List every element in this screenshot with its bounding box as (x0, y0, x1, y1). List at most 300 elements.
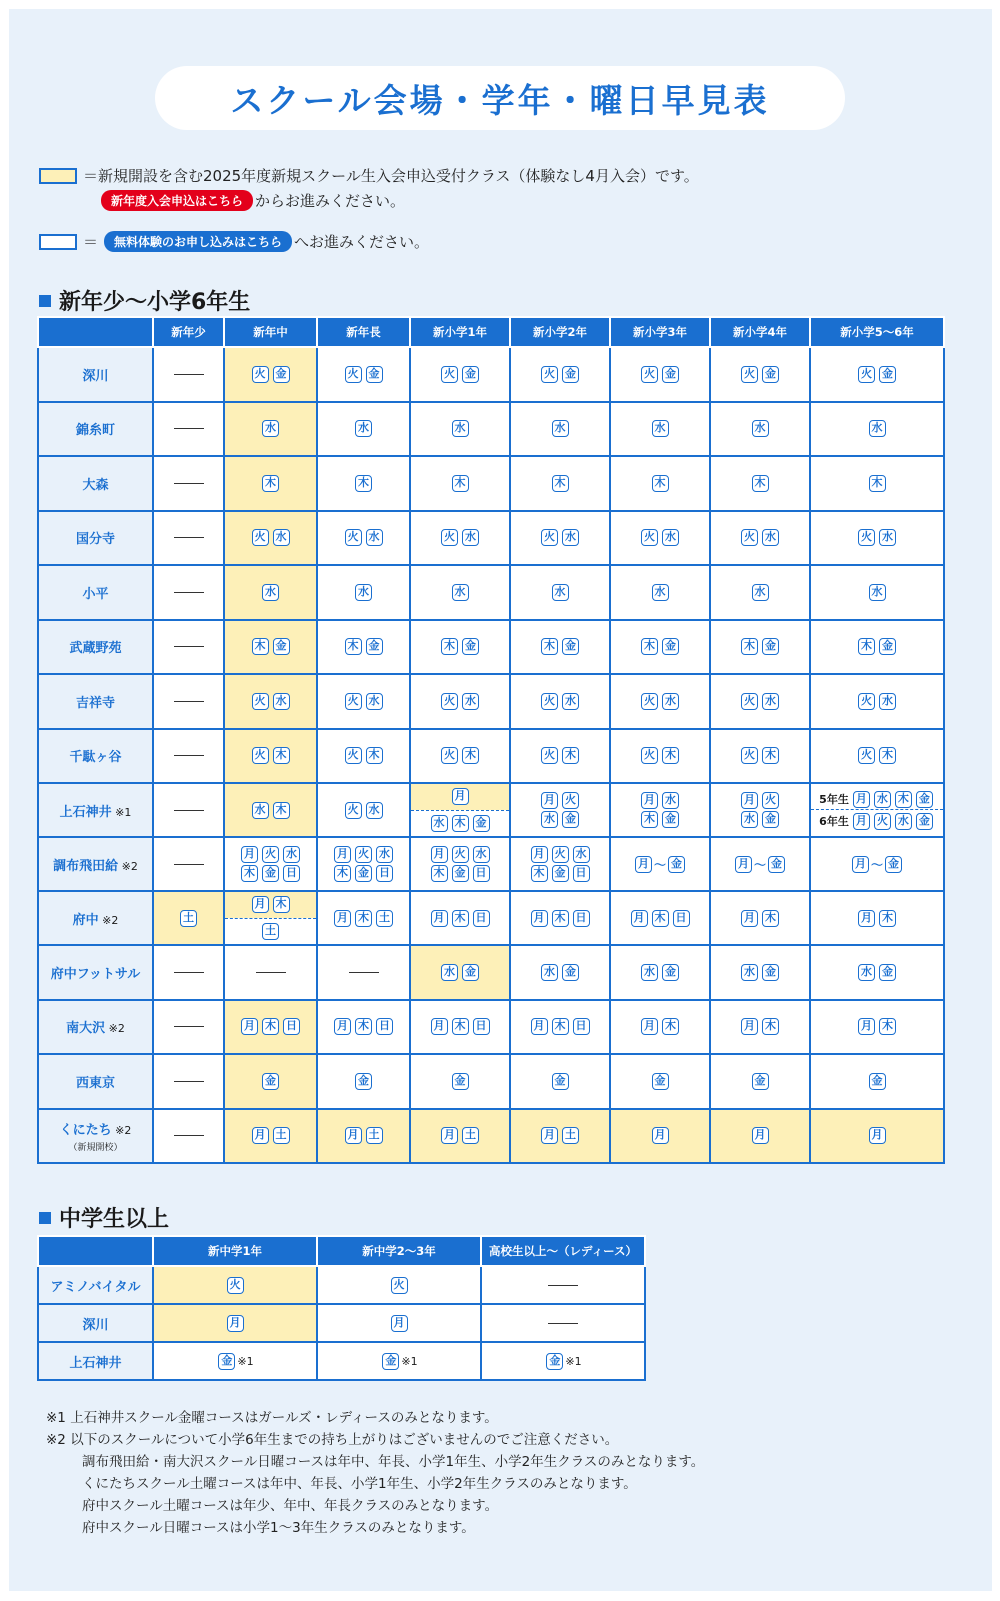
weekday-badge: 火 (858, 747, 875, 764)
weekday-badge: 木 (741, 638, 758, 655)
grade-label: 6年生 (819, 815, 849, 828)
weekday-group (318, 528, 409, 547)
weekday-badge: 土 (273, 1127, 290, 1144)
weekday-badge: 木 (762, 747, 779, 764)
legend-white-eq: ＝ (83, 233, 99, 251)
weekday-badge: 火 (874, 813, 891, 830)
weekday-badge: 土 (262, 923, 279, 940)
weekday-badge: 火 (858, 366, 875, 383)
weekday-badge: 月 (752, 1127, 769, 1144)
weekday-badge: 火 (552, 846, 569, 863)
weekday-group (318, 637, 409, 656)
weekday-group (318, 746, 409, 765)
footnote-marker: ※1 (401, 1354, 418, 1368)
schedule-cell (410, 1054, 510, 1109)
weekday-badge: 月 (641, 792, 658, 809)
weekday-badge: 水 (752, 420, 769, 437)
weekday-badge: 火 (252, 366, 269, 383)
weekday-badge: 木 (462, 747, 479, 764)
legend-yellow-after: からお進みください。 (255, 192, 406, 210)
weekday-group (225, 801, 316, 820)
schedule-cell (810, 945, 944, 1000)
weekday-badge: 金 (462, 638, 479, 655)
weekday-group (411, 419, 509, 438)
school-name-cell (38, 1054, 153, 1109)
weekday-badge: 火 (858, 529, 875, 546)
weekday-group (318, 419, 409, 438)
weekday-badge: 月 (241, 846, 258, 863)
schedule-cell (481, 1342, 645, 1380)
weekday-badge: 木 (552, 1018, 569, 1035)
weekday-badge: 火 (741, 366, 758, 383)
weekday-group (611, 637, 709, 656)
school-name: 武蔵野苑 (69, 641, 122, 657)
schedule-cell (317, 402, 410, 457)
weekday-badge: 金 (273, 638, 290, 655)
weekday-group (611, 692, 709, 711)
schedule-cell (410, 347, 510, 402)
school-name: 府中 (72, 912, 99, 928)
weekday-badge: 日 (573, 865, 590, 882)
weekday-group (811, 1017, 943, 1036)
not-available-dash (174, 755, 204, 756)
weekday-badge: 水 (376, 846, 393, 863)
school-name: 上石神井 (59, 804, 112, 820)
schedule-cell (224, 456, 317, 511)
free-trial-link[interactable]: 無料体験のお申し込みはこちら (104, 231, 292, 252)
weekday-badge: 金 (879, 366, 896, 383)
weekday-badge: 土 (462, 1127, 479, 1144)
weekday-badge: 金 (668, 856, 685, 873)
weekday-badge: 木 (895, 791, 912, 808)
weekday-badge: 金 (552, 1073, 569, 1090)
school-name-cell (38, 456, 153, 511)
footnote-2-detail: 調布飛田給・南大沢スクール日曜コースは年中、年長、小学1年生、小学2年生クラスのみとなります。 (82, 1454, 705, 1470)
school-name: 府中フットサル (50, 966, 141, 982)
schedule-cell (153, 1266, 317, 1304)
schedule-cell (610, 456, 710, 511)
schedule-cell (810, 891, 944, 945)
grade-header: 新年少 (153, 317, 224, 347)
schedule-cell (317, 511, 410, 566)
weekday-badge: 火 (541, 529, 558, 546)
weekday-badge: 日 (283, 865, 300, 882)
schedule-cell (317, 729, 410, 784)
weekday-group (711, 746, 809, 765)
weekday-group (318, 1352, 480, 1371)
weekday-badge: 火 (452, 846, 469, 863)
legend-white-after: へお進みください。 (294, 233, 430, 251)
schedule-cell (153, 565, 224, 620)
schedule-cell (224, 729, 317, 784)
schedule-cell (710, 674, 810, 729)
not-available-dash (174, 592, 204, 593)
weekday-badge: 日 (376, 1018, 393, 1035)
range-tilde: 〜 (870, 857, 883, 872)
weekday-badge: 金 (662, 638, 679, 655)
table-row (38, 945, 944, 1000)
footnote-marker: ※2 (105, 1022, 125, 1036)
schedule-cell (410, 1000, 510, 1055)
range-tilde: 〜 (653, 857, 666, 872)
weekday-group (154, 1352, 316, 1371)
schedule-cell (153, 1342, 317, 1380)
weekday-badge: 木 (762, 910, 779, 927)
weekday-badge: 木 (662, 747, 679, 764)
weekday-group (511, 810, 609, 829)
grade-weekday-row (811, 790, 943, 809)
weekday-badge: 水 (869, 420, 886, 437)
schedule-cell (153, 620, 224, 675)
weekday-badge: 火 (391, 1277, 408, 1294)
weekday-badge: 土 (562, 1127, 579, 1144)
weekday-badge: 木 (252, 638, 269, 655)
schedule-cell (510, 837, 610, 891)
weekday-badge: 日 (473, 910, 490, 927)
schedule-cell (510, 347, 610, 402)
footnote-marker: ※1 (111, 805, 132, 819)
legend-yellow-text: ＝新規開設を含む2025年度新規スクール生入会申込受付クラス（体験なし4月入会）です。 (83, 167, 699, 185)
grade-header: 新年長 (317, 317, 410, 347)
schedule-cell (317, 347, 410, 402)
schedule-cell (224, 347, 317, 402)
schedule-cell (153, 891, 224, 945)
weekday-group (411, 845, 509, 864)
weekday-badge: 水 (552, 420, 569, 437)
range-tilde: 〜 (753, 857, 766, 872)
weekday-badge: 日 (473, 865, 490, 882)
school-name: 西東京 (75, 1075, 115, 1091)
weekday-badge: 火 (345, 529, 362, 546)
weekday-group (225, 692, 316, 711)
weekday-group (318, 583, 409, 602)
weekday-group (411, 1126, 509, 1145)
weekday-badge: 水 (355, 584, 372, 601)
weekday-group (318, 909, 409, 928)
weekday-badge: 月 (541, 1127, 558, 1144)
weekday-badge: 火 (641, 366, 658, 383)
weekday-group (318, 1017, 409, 1036)
header-corner (38, 317, 153, 347)
weekday-badge: 木 (752, 475, 769, 492)
not-available-dash (174, 1081, 204, 1082)
weekday-badge: 木 (541, 638, 558, 655)
weekday-badge: 水 (462, 529, 479, 546)
weekday-badge: 火 (345, 802, 362, 819)
schedule-cell (610, 347, 710, 402)
weekday-group (611, 791, 709, 810)
weekday-badge: 日 (573, 910, 590, 927)
weekday-group (225, 528, 316, 547)
header-corner (38, 1236, 153, 1266)
weekday-badge: 木 (431, 865, 448, 882)
schedule-cell (810, 674, 944, 729)
weekday-group (511, 963, 609, 982)
weekday-group (411, 637, 509, 656)
schedule-cell (810, 565, 944, 620)
weekday-group (225, 583, 316, 602)
schedule-cell (810, 347, 944, 402)
weekday-badge: 木 (879, 1018, 896, 1035)
weekday-badge: 水 (462, 693, 479, 710)
weekday-badge: 金 (916, 791, 933, 808)
weekday-group (318, 692, 409, 711)
weekday-badge: 火 (355, 846, 372, 863)
grade-header: 新小学1年 (410, 317, 510, 347)
weekday-badge: 月 (652, 1127, 669, 1144)
weekday-badge: 金 (885, 856, 902, 873)
schedule-cell (317, 1266, 481, 1304)
weekday-group (250, 895, 292, 914)
weekday-group (711, 810, 809, 829)
weekday-group (511, 692, 609, 711)
weekday-badge: 水 (895, 813, 912, 830)
footnote-marker: ※2 (111, 1123, 132, 1137)
school-name-cell (38, 620, 153, 675)
table-row (38, 837, 944, 891)
schedule-cell (510, 891, 610, 945)
weekday-badge: 木 (452, 1018, 469, 1035)
weekday-group (711, 909, 809, 928)
weekday-group (225, 637, 316, 656)
schedule-cell (710, 783, 810, 837)
school-name: 錦糸町 (75, 423, 115, 439)
weekday-badge: 火 (441, 693, 458, 710)
weekday-group (611, 419, 709, 438)
weekday-badge: 火 (541, 693, 558, 710)
weekday-badge: 月 (345, 1127, 362, 1144)
school-name: 国分寺 (75, 532, 115, 548)
school-name: くにたち (59, 1122, 112, 1138)
weekday-badge: 水 (652, 584, 669, 601)
weekday-badge: 金 (452, 865, 469, 882)
weekday-group (154, 909, 223, 928)
weekday-group (318, 1126, 409, 1145)
schedule-cell (153, 347, 224, 402)
weekday-group (511, 845, 609, 864)
not-available-dash (174, 537, 204, 538)
weekday-badge: 火 (441, 529, 458, 546)
not-available-dash (174, 864, 204, 865)
weekday-badge: 火 (345, 693, 362, 710)
weekday-badge: 金 (562, 964, 579, 981)
weekday-badge: 木 (562, 747, 579, 764)
schedule-cell (317, 456, 410, 511)
schedule-cell (510, 945, 610, 1000)
weekday-group (318, 864, 409, 883)
weekday-group (511, 791, 609, 810)
schedule-cell (710, 620, 810, 675)
school-name-cell (38, 1109, 153, 1164)
section-junior-high-title: 中学生以上 (59, 1207, 170, 1232)
schedule-cell (317, 1342, 481, 1380)
weekday-badge: 火 (441, 366, 458, 383)
new-enrollment-link[interactable]: 新年度入会申込はこちら (101, 190, 253, 211)
schedule-cell (610, 945, 710, 1000)
schedule-cell (610, 511, 710, 566)
weekday-badge: 水 (869, 584, 886, 601)
weekday-group (711, 474, 809, 493)
weekday-group (225, 1126, 316, 1145)
schedule-cell (810, 620, 944, 675)
school-name: 小平 (82, 586, 109, 602)
weekday-badge: 水 (273, 693, 290, 710)
table-row (38, 511, 944, 566)
weekday-badge: 金 (218, 1353, 235, 1370)
schedule-cell (810, 729, 944, 784)
schedule-cell (610, 1054, 710, 1109)
schedule-cell (610, 729, 710, 784)
weekday-badge: 水 (752, 584, 769, 601)
schedule-cell (153, 1000, 224, 1055)
weekday-badge: 水 (541, 964, 558, 981)
weekday-group (318, 474, 409, 493)
weekday-badge: 金 (768, 856, 785, 873)
weekday-group (411, 909, 509, 928)
schedule-cell (410, 891, 510, 945)
weekday-badge: 月 (741, 792, 758, 809)
weekday-badge: 木 (662, 1018, 679, 1035)
weekday-badge: 月 (853, 813, 870, 830)
weekday-badge: 月 (252, 1127, 269, 1144)
weekday-group (511, 1072, 609, 1091)
junior-high-schedule-table (37, 1235, 646, 1381)
not-available-dash (174, 646, 204, 647)
weekday-badge: 木 (531, 865, 548, 882)
weekday-badge: 月 (452, 788, 469, 805)
schedule-cell (510, 1054, 610, 1109)
weekday-badge: 木 (452, 475, 469, 492)
weekday-group (225, 864, 316, 883)
schedule-cell (410, 565, 510, 620)
weekday-badge: 水 (562, 529, 579, 546)
weekday-badge: 月 (858, 1018, 875, 1035)
schedule-cell (610, 837, 710, 891)
table-row (38, 1000, 944, 1055)
weekday-badge: 日 (376, 865, 393, 882)
weekday-badge: 木 (345, 638, 362, 655)
weekday-badge: 火 (252, 747, 269, 764)
weekday-badge: 金 (652, 1073, 669, 1090)
section-elementary-title: 新年少〜小学6年生 (59, 290, 251, 315)
table-row (38, 1109, 944, 1164)
schedule-cell (481, 1266, 645, 1304)
schedule-cell (410, 620, 510, 675)
weekday-group (411, 528, 509, 547)
weekday-badge: 金 (355, 865, 372, 882)
white-swatch (39, 234, 77, 250)
schedule-cell (710, 456, 810, 511)
weekday-badge: 日 (573, 1018, 590, 1035)
not-available-dash (349, 972, 379, 973)
split-cell (411, 784, 509, 836)
weekday-badge: 火 (252, 529, 269, 546)
weekday-group (511, 909, 609, 928)
not-available-dash (174, 428, 204, 429)
weekday-badge: 水 (262, 584, 279, 601)
split-cell (225, 892, 316, 944)
weekday-badge: 水 (431, 815, 448, 832)
schedule-cell (224, 1000, 317, 1055)
schedule-cell (153, 402, 224, 457)
weekday-group (811, 692, 943, 711)
footnotes (46, 1407, 704, 1539)
grade-label: 5年生 (819, 793, 849, 806)
weekday-group (511, 474, 609, 493)
weekday-badge: 火 (227, 1277, 244, 1294)
page-background (9, 9, 992, 1591)
weekday-group (411, 365, 509, 384)
schedule-cell (710, 837, 810, 891)
weekday-badge: 金 (355, 1073, 372, 1090)
weekday-group (225, 845, 316, 864)
weekday-group (711, 791, 809, 810)
weekday-group (611, 909, 709, 928)
schedule-cell (317, 1054, 410, 1109)
footnote-marker: ※2 (98, 913, 119, 927)
weekday-badge: 火 (741, 747, 758, 764)
footnote-marker: ※1 (565, 1354, 582, 1368)
weekday-group (811, 637, 943, 656)
schedule-cell (224, 620, 317, 675)
weekday-group (611, 365, 709, 384)
legend-new-enrollment-link-row (101, 190, 405, 211)
schedule-cell (510, 565, 610, 620)
weekday-badge: 木 (762, 1018, 779, 1035)
schedule-cell (510, 783, 610, 837)
weekday-badge: 木 (262, 475, 279, 492)
weekday-badge: 金 (273, 366, 290, 383)
weekday-badge: 金 (262, 1073, 279, 1090)
legend-new-enrollment (39, 165, 699, 186)
grade-header: 新小学4年 (710, 317, 810, 347)
schedule-cell (810, 1054, 944, 1109)
table-header-row (38, 1236, 645, 1266)
not-available-dash (256, 972, 286, 973)
schedule-cell (510, 456, 610, 511)
weekday-badge: 月 (541, 792, 558, 809)
weekday-badge: 水 (879, 693, 896, 710)
weekday-badge: 木 (262, 1018, 279, 1035)
schedule-cell (810, 402, 944, 457)
schedule-cell (710, 945, 810, 1000)
table-row (38, 347, 944, 402)
not-available-dash (174, 483, 204, 484)
weekday-group (611, 963, 709, 982)
weekday-badge: 木 (355, 475, 372, 492)
weekday-group (711, 365, 809, 384)
school-name: 吉祥寺 (75, 695, 115, 711)
weekday-group (611, 810, 709, 829)
weekday-badge: 水 (452, 584, 469, 601)
grade-header: 新小学3年 (610, 317, 710, 347)
weekday-badge: 木 (355, 1018, 372, 1035)
weekday-badge: 月 (391, 1315, 408, 1332)
weekday-badge: 金 (762, 964, 779, 981)
weekday-badge: 金 (562, 811, 579, 828)
table-row (38, 565, 944, 620)
weekday-group (811, 746, 943, 765)
weekday-badge: 月 (741, 1018, 758, 1035)
weekday-badge: 金 (879, 964, 896, 981)
table-row (38, 1054, 944, 1109)
weekday-group (611, 1072, 709, 1091)
weekday-badge: 月 (431, 1018, 448, 1035)
schedule-cell (224, 1109, 317, 1164)
table-row (38, 1304, 645, 1342)
schedule-cell (153, 945, 224, 1000)
schedule-cell (317, 945, 410, 1000)
